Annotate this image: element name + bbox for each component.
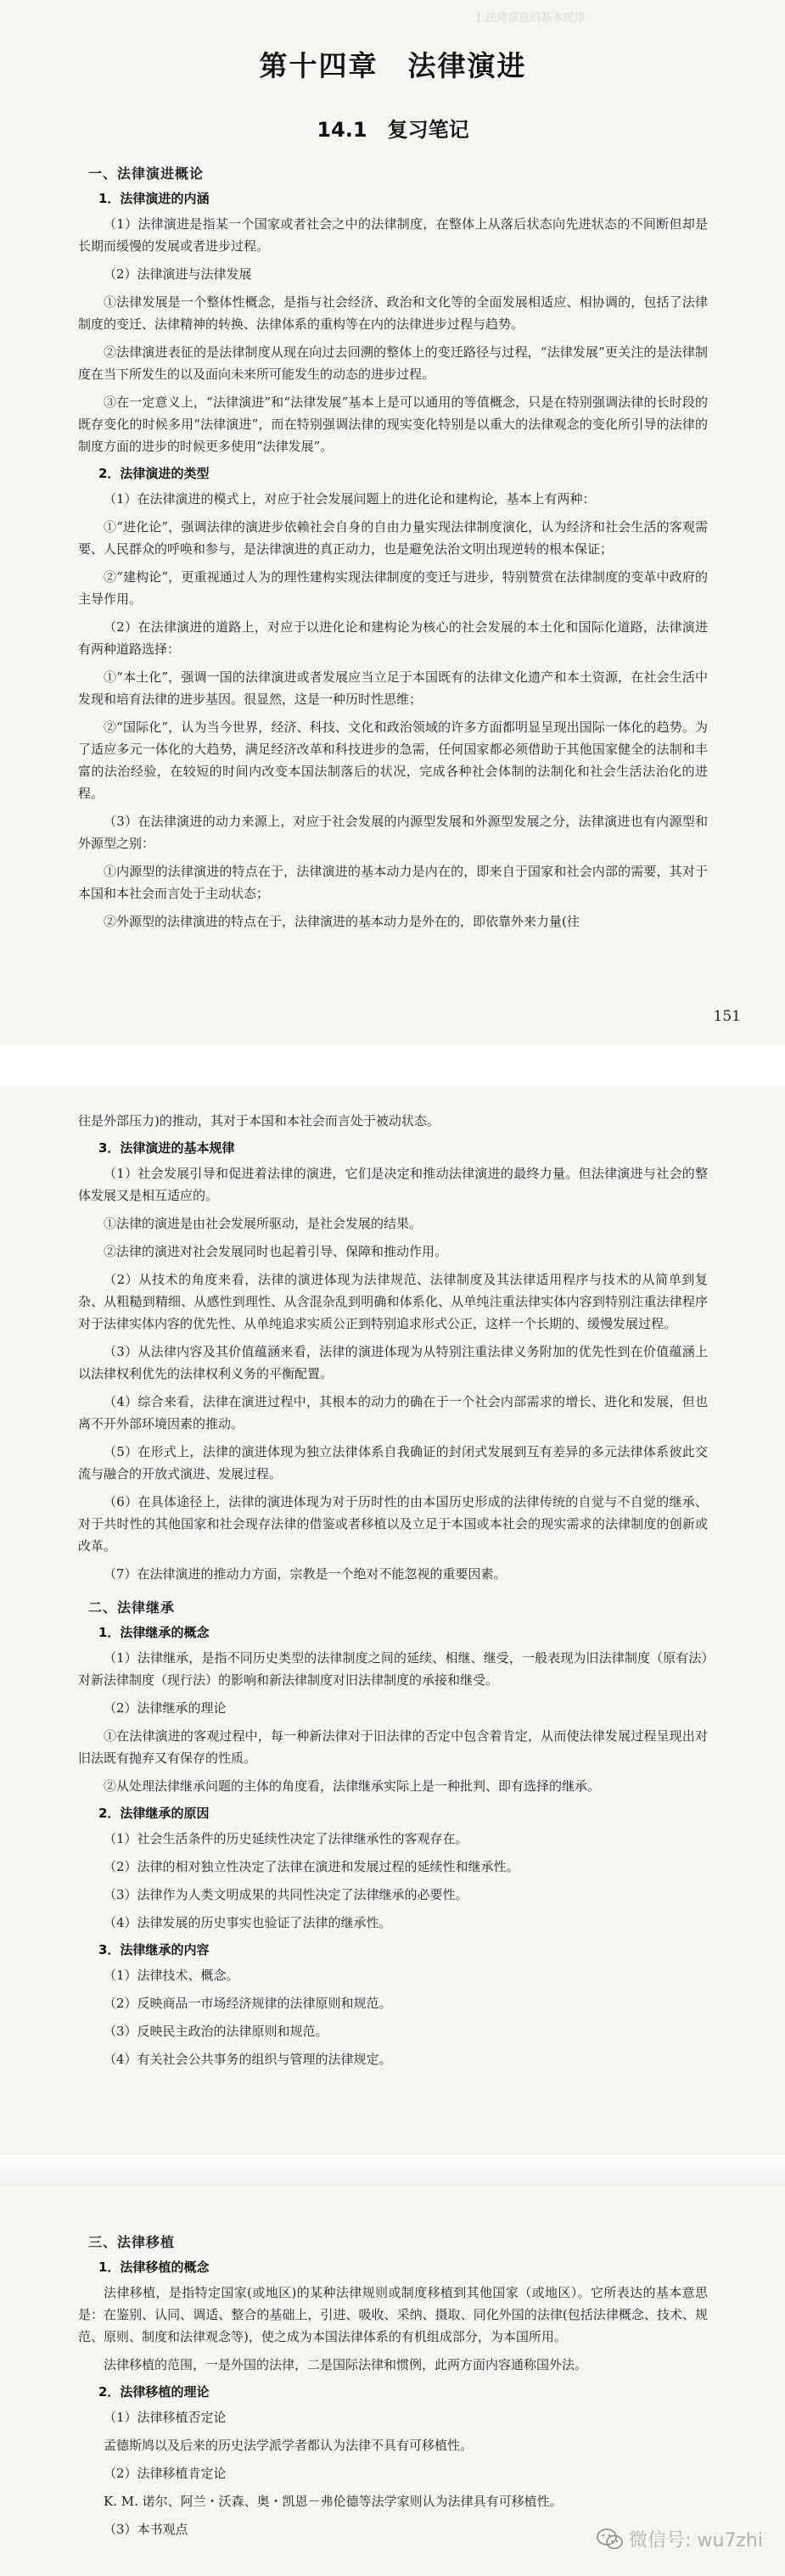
wechat-icon [597,2528,624,2551]
paragraph: ①“进化论”，强调法律的演进步依赖社会自身的自由力量实现法律制度演化，认为经济和社会生活的客观需要、人民群众的呼唤和参与，是法律演进的真正动力，也是避免法治文明出现逆转的根本保证； [78,519,708,557]
section-title: 14.1 复习笔记 [317,118,469,142]
paragraph: 往是外部压力)的推动，其对于本国和本社会而言处于被动状态。 [78,1113,440,1128]
paragraph: （4）综合来看，法律在演进过程中，其根本的动力的确在于一个社会内部需求的增长、进化和发展，但也离不开外部环境因素的推动。 [78,1394,708,1431]
paragraph: （3）从法律内容及其价值蕴涵来看，法律的演进体现为从特别注重法律义务附加的优先性到在价值蕴涵上以法律权利优先的法律权利义务的平衡配置。 [78,1344,708,1381]
paragraph: （2）法律继承的理论 [104,1700,227,1716]
heading-inheritance-reasons: 2．法律继承的原因 [98,1806,210,1821]
page-152-content [78,1110,708,2076]
heading-inheritance-concept: 1．法律继承的概念 [98,1625,210,1640]
heading-inheritance-content: 3．法律继承的内容 [98,1942,210,1957]
paragraph: （4）有关社会公共事务的组织与管理的法律规定。 [104,2052,392,2067]
paragraph: 孟德斯鸠以及后来的历史法学派学者都认为法律不具有可移植性。 [104,2438,474,2453]
page-gap [0,1045,785,1086]
page-number: 151 [713,1008,741,1025]
paragraph: K. M. 诺尔、阿兰・沃森、奥・凯恩－弗伦德等法学家则认为法律具有可移植性。 [104,2494,563,2509]
paragraph: ③在一定意义上，“法律演进”和“法律发展”基本上是可以通用的等值概念，只是在特别强调法律的长时段的既存变化的时候多用“法律演进”，而在特别强调法律的现实变化特别是以重大的法律观念的变化所引导的法律的制度方面的进步的时候更多使用“法律发展”。 [78,395,708,454]
paragraph: （1）法律继承，是指不同历史类型的法律制度之间的延续、相继、继受，一般表现为旧法律制度（原有法）对新法律制度（现行法）的影响和新法律制度对旧法律制度的承接和继受。 [78,1650,708,1688]
wechat-watermark [597,2526,763,2552]
paragraph: （2）法律演进与法律发展 [104,266,252,282]
paragraph: ②法律演进表征的是法律制度从现在向过去回溯的整体上的变迁路径与过程，“法律发展”更关注的是法律制度在当下所发生的以及面向未来所可能发生的动态的进步过程。 [78,344,708,382]
paragraph: （1）社会生活条件的历史延续性决定了法律继承性的客观存在。 [104,1831,468,1846]
paragraph: （1）法律技术、概念。 [104,1968,239,1983]
paragraph: （7）在法律演进的推动力方面，宗教是一个绝对不能忽视的重要因素。 [104,1566,507,1582]
paragraph: （1）法律移植否定论 [104,2410,227,2425]
paragraph: （1）法律演进是指某一个国家或者社会之中的法律制度，在整体上从落后状态向先进状态的不间断但却是长期而缓慢的发展或者进步过程。 [78,216,708,254]
bleed-through-text: 1.法律演进的基本规律 [475,12,586,25]
paragraph: （1）在法律演进的模式上，对应于社会发展问题上的进化论和建构论，基本上有两种： [104,491,596,507]
paragraph: （2）反映商品一市场经济规律的法律原则和规范。 [104,1996,392,2011]
paragraph: ①内源型的法律演进的特点在于，法律演进的基本动力是内在的，即来自于国家和社会内部的需要，其对于本国和本社会而言处于主动状态； [78,864,708,901]
heading-transplant-theory: 2．法律移植的理论 [98,2384,210,2400]
paragraph: （4）法律发展的历史事实也验证了法律的继承性。 [104,1915,392,1930]
heading-connotation: 1．法律演进的内涵 [98,191,210,206]
page-152 [0,1086,785,2230]
watermark-text: 微信号: wu7zhi [629,2530,763,2551]
page-153 [0,2186,785,2576]
paragraph: （1）社会发展引导和促进着法律的演进，它们是决定和推动法律演进的最终力量。但法律演进与社会的整体发展又是相互适应的。 [78,1166,708,1203]
paragraph: ②“国际化”，认为当今世界，经济、科技、文化和政治领域的许多方面都明显呈现出国际一体化的趋势。为了适应多元一体化的大趋势，满足经济改革和科技进步的急需，任何国家都必须借助于其他国家健全的法制和丰富的法治经验，在较短的时间内改变本国法制落后的状况，完成各种社会体制的法制化和社会生活法治化的进程。 [78,720,708,801]
heading-legal-transplant: 三、法律移植 [88,2234,176,2250]
paragraph: （3）法律作为人类文明成果的共同性决定了法律继承的必要性。 [104,1887,468,1902]
paragraph: （3）在法律演进的动力来源上，对应于社会发展的内源型发展和外源型发展之分，法律演进也有内源型和外源型之别： [78,814,708,851]
paragraph: ②“建构论”，更重视通过人为的理性建构实现法律制度的变迁与进步，特别赞赏在法律制度的变革中政府的主导作用。 [78,569,708,607]
page-gap [0,2155,785,2186]
paragraph: （2）从技术的角度来看，法律的演进体现为法律规范、法律制度及其法律适用程序与技术的从简单到复杂、从粗糙到精细、从感性到理性、从含混杂乱到明确和体系化、从单纯注重法律实体内容到特别注重法律程序对于法律实体内容的优先性、从单纯追求实质公正到特别追求形式公正，这样一个长期的、缓慢发展过程。 [78,1272,708,1331]
paragraph: ①法律发展是一个整体性概念，是指与社会经济、政治和文化等的全面发展相适应、相协调的，包括了法律制度的变迁、法律精神的转换、法律体系的重构等在内的法律进步过程与趋势。 [78,294,708,332]
paragraph: （2）法律的相对独立性决定了法律在演进和发展过程的延续性和继承性。 [104,1859,519,1874]
paragraph: （2）在法律演进的道路上，对应于以进化论和建构论为核心的社会发展的本土化和国际化道路，法律演进有两种道路选择： [78,619,708,657]
heading-types: 2．法律演进的类型 [98,466,210,481]
heading-legal-evolution-overview: 一、法律演进概论 [88,165,205,182]
page-153-content [78,2220,708,2546]
paragraph: ①法律的演进是由社会发展所驱动，是社会发展的结果。 [104,1216,423,1231]
heading-legal-inheritance: 二、法律继承 [88,1599,176,1616]
paragraph: （2）法律移植肯定论 [104,2466,227,2481]
paragraph: ②法律的演进对社会发展同时也起着引导、保障和推动作用。 [104,1244,448,1259]
paragraph: 法律移植，是指特定国家(或地区)的某种法律规则或制度移植到其他国家（或地区）。它所表达的基本意思是：在鉴别、认同、调适、整合的基础上，引进、吸收、采纳、摄取、同化外国的法律(包括法律概念、技术、规范、原则、制度和法律观念等)，使之成为本国法律体系的有机组成部分，为本国所用。 [78,2285,708,2344]
heading-transplant-concept: 1．法律移植的概念 [98,2260,210,2275]
chapter-title: 第十四章 法律演进 [259,49,527,82]
paragraph: （5）在形式上，法律的演进体现为独立法律体系自我确证的封闭式发展到互有差异的多元法律体系彼此交流与融合的开放式演进、发展过程。 [78,1444,708,1481]
paragraph: ②外源型的法律演进的特点在于，法律演进的基本动力是外在的，即依靠外来力量(往 [104,914,580,929]
page-151 [0,0,785,1045]
paragraph: （3）反映民主政治的法律原则和规范。 [104,2024,328,2039]
paragraph: （6）在具体途径上，法律的演进体现为对于历时性的由本国历史形成的法律传统的自觉与不自觉的继承、对于共时性的其他国家和社会现存法律的借鉴或者移植以及立足于本国或本社会的现实需求的法律制度的创新或改革。 [78,1494,708,1554]
paragraph: ①在法律演进的客观过程中，每一种新法律对于旧法律的否定中包含着肯定，从而使法律发展过程呈现出对旧法既有抛弃又有保存的性质。 [78,1728,708,1766]
heading-basic-laws: 3．法律演进的基本规律 [98,1140,235,1156]
paragraph: ②从处理法律继承问题的主体的角度看，法律继承实际上是一种批判、即有选择的继承。 [104,1778,601,1794]
page-151-content [78,41,708,938]
paragraph: （3）本书观点 [104,2522,188,2537]
paragraph: ①“本土化”，强调一国的法律演进或者发展应当立足于本国既有的法律文化遗产和本土资源，在社会生活中发现和培育法律的进步基因。很显然，这是一种历时性思维； [78,669,708,707]
paragraph: 法律移植的范围，一是外国的法律，二是国际法律和惯例，此两方面内容通称国外法。 [104,2357,588,2372]
